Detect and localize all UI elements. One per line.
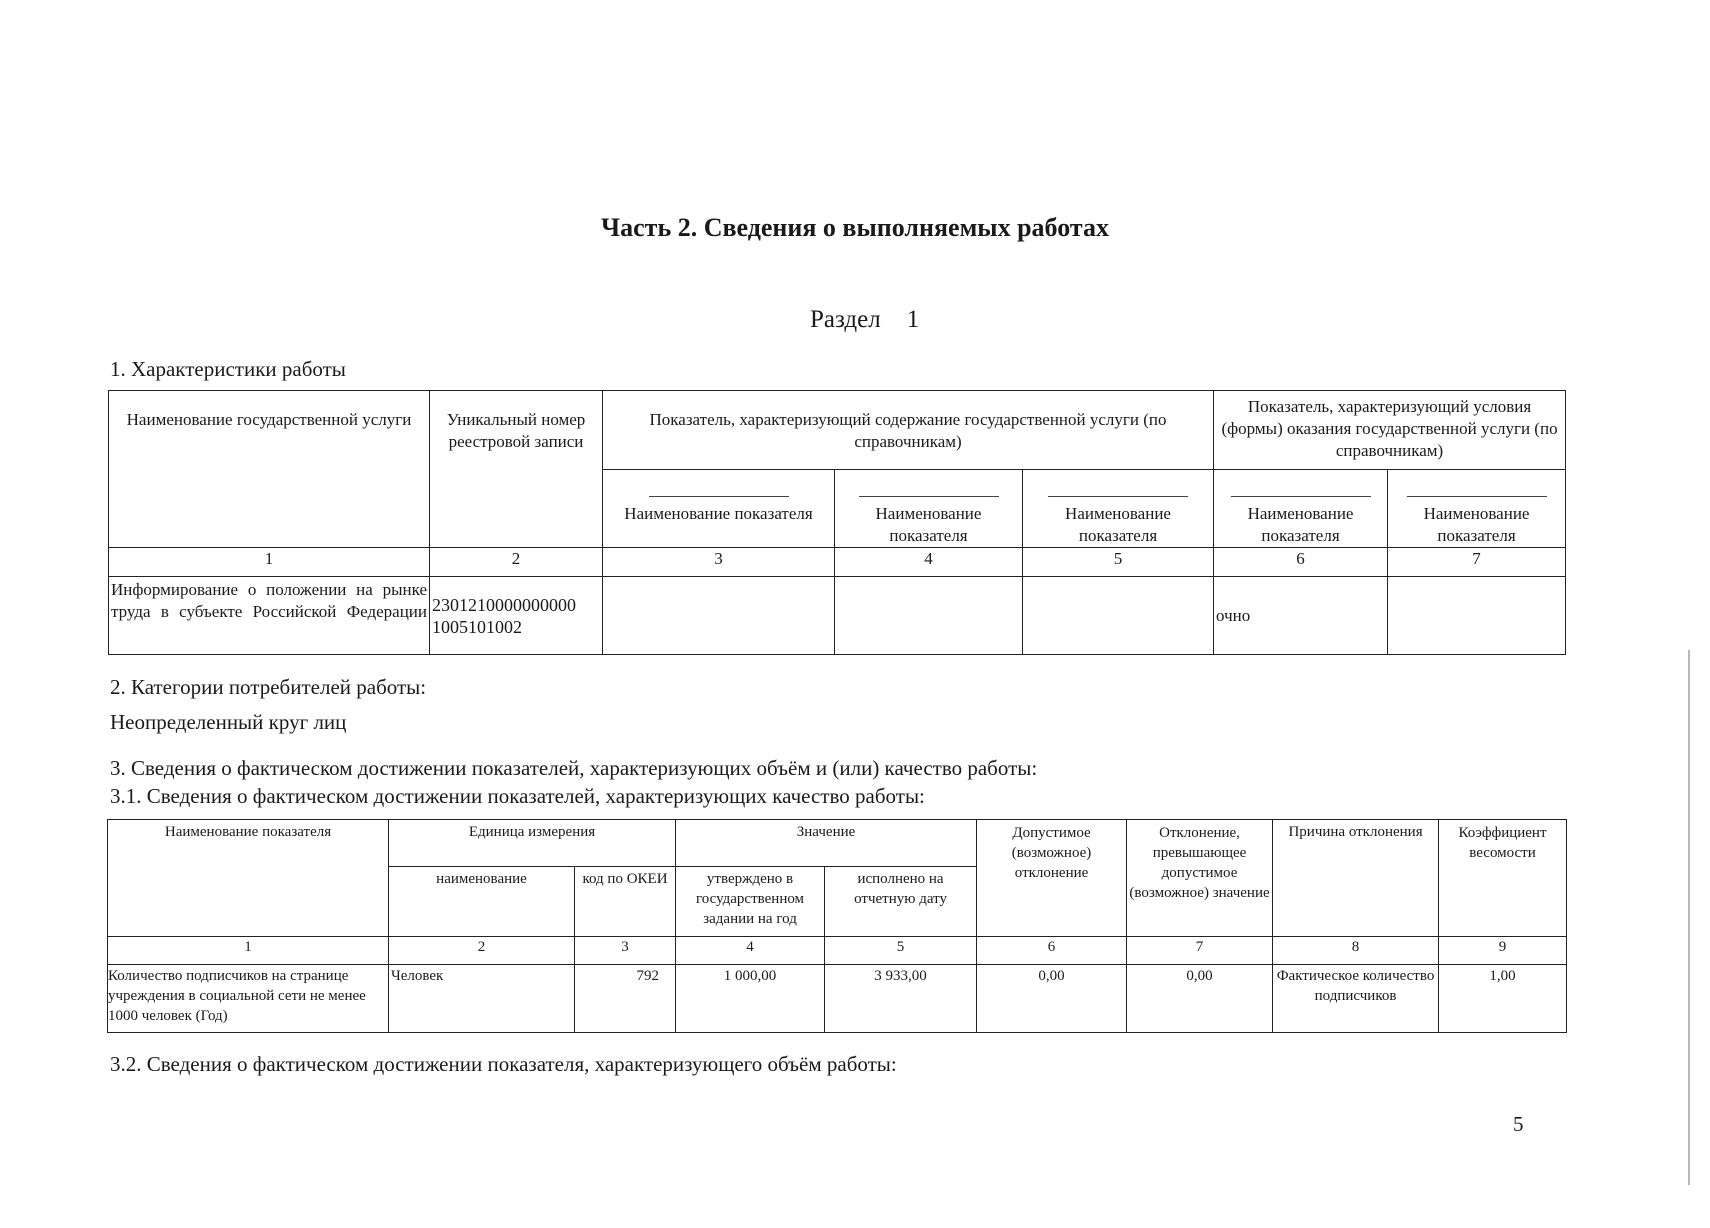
header-indicator-name: Наименование показателя [108,820,389,937]
header-completed: исполнено на отчетную дату [825,867,977,937]
subheader-indicator-4: Наименование показателя [835,470,1023,548]
page-title: Часть 2. Сведения о выполняемых работах [601,213,1109,242]
cell-service-name: Информирование о положении на рынке труда в субъекте Российской Федерации [109,577,430,655]
column-number: 6 [977,937,1127,965]
cell-deviation-reason: Фактическое количество подписчиков [1273,965,1439,1033]
cell-form: очно [1214,577,1388,655]
page-number: 5 [1513,1112,1524,1136]
section-label: Раздел [810,306,881,333]
scan-edge-line [1688,650,1690,1185]
section-heading [810,306,919,334]
column-number: 9 [1439,937,1567,965]
consumers-value: Неопределенный круг лиц [110,710,347,734]
blank-line [1048,496,1188,497]
header-deviation-reason: Причина отклонения [1273,820,1439,937]
cell-allowed-deviation: 0,00 [977,965,1127,1033]
header-service-name: Наименование государственной услуги [109,391,430,548]
work-characteristics-table [108,390,1566,655]
heading-quality-indicators: 3.1. Сведения о фактическом достижении показателей, характеризующих качество работы: [110,784,925,808]
heading-consumers: 2. Категории потребителей работы: [110,675,427,699]
column-number: 8 [1273,937,1439,965]
section-number: 1 [906,306,920,333]
column-number: 2 [430,548,603,577]
cell-okei-code: 792 [575,965,676,1033]
header-unit: Единица измерения [389,820,676,867]
header-allowed-deviation: Допустимое (возможное) отклонение [977,820,1127,937]
cell-completed: 3 933,00 [825,965,977,1033]
header-approved: утверждено в государственном задании на год [676,867,825,937]
cell-empty [603,577,835,655]
cell-approved: 1 000,00 [676,965,825,1033]
subheader-indicator-6: Наименование показателя [1214,470,1388,548]
header-excess-deviation: Отклонение, превышающее допустимое (возможное) значение [1127,820,1273,937]
heading-actual-achievement: 3. Сведения о фактическом достижении показателей, характеризующих объём и (или) качество работы: [110,756,1038,780]
subheader-indicator-7: Наименование показателя [1388,470,1566,548]
header-registry-number: Уникальный номер реестровой записи [430,391,603,548]
header-weight-coefficient: Коэффициент весомости [1439,820,1567,937]
cell-unit-name: Человек [389,965,575,1033]
blank-line [1231,496,1371,497]
quality-indicators-table [107,819,1567,1033]
subheader-indicator-5: Наименование показателя [1023,470,1214,548]
cell-empty [1023,577,1214,655]
header-okei-code: код по ОКЕИ [575,867,676,937]
cell-weight-coefficient: 1,00 [1439,965,1567,1033]
blank-line [859,496,999,497]
heading-work-characteristics: 1. Характеристики работы [110,357,346,381]
blank-line [649,496,789,497]
column-number: 4 [676,937,825,965]
header-conditions-indicator: Показатель, характеризующий условия (формы) оказания государственной услуги (по справочникам) [1214,391,1566,470]
cell-empty [1388,577,1566,655]
column-number: 3 [575,937,676,965]
column-number: 3 [603,548,835,577]
header-content-indicator: Показатель, характеризующий содержание государственной услуги (по справочникам) [603,391,1214,470]
cell-empty [835,577,1023,655]
column-number: 2 [389,937,575,965]
column-number: 4 [835,548,1023,577]
column-number: 7 [1127,937,1273,965]
subheader-indicator-3: Наименование показателя [603,470,835,548]
column-number: 1 [109,548,430,577]
cell-indicator-name: Количество подписчиков на странице учреждения в социальной сети не менее 1000 человек (Год) [108,965,389,1033]
column-number: 7 [1388,548,1566,577]
column-number: 5 [1023,548,1214,577]
column-number: 6 [1214,548,1388,577]
blank-line [1407,496,1547,497]
cell-registry-number: 2301210000000000 1005101002 [430,577,603,655]
heading-volume-indicators: 3.2. Сведения о фактическом достижении показателя, характеризующего объём работы: [110,1052,897,1076]
column-number: 5 [825,937,977,965]
header-value: Значение [676,820,977,867]
cell-excess-deviation: 0,00 [1127,965,1273,1033]
header-unit-name: наименование [389,867,575,937]
column-number: 1 [108,937,389,965]
